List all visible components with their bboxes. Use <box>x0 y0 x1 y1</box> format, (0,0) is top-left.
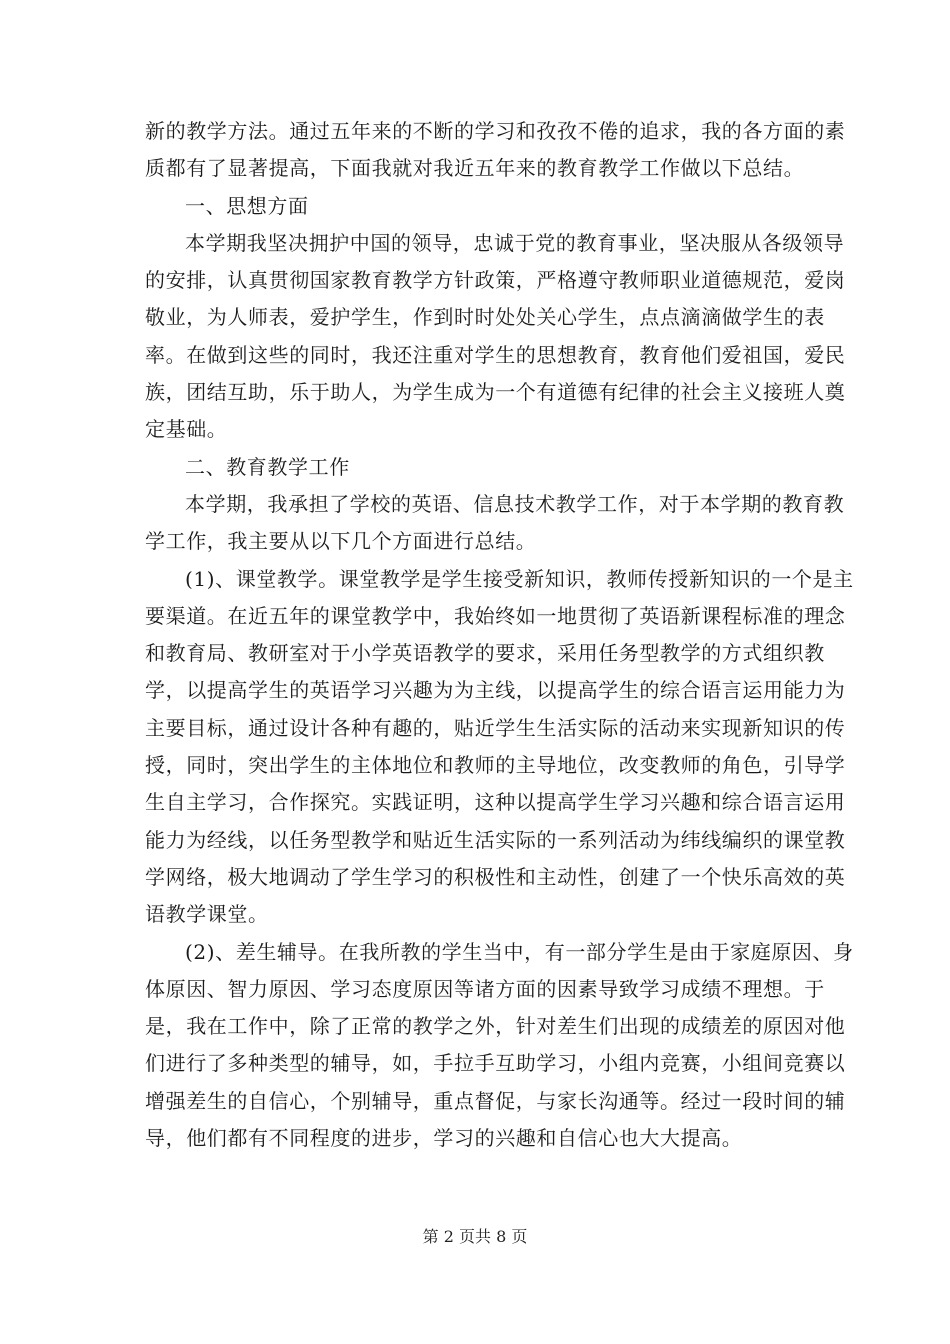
body-line: 学网络，极大地调动了学生学习的积极性和主动性，创建了一个快乐高效的英 <box>145 864 846 889</box>
body-line: 质都有了显著提高，下面我就对我近五年来的教育教学工作做以下总结。 <box>145 156 805 181</box>
body-line: 本学期我坚决拥护中国的领导，忠诚于党的教育事业，坚决服从各级领导 <box>185 230 845 255</box>
body-line: 导，他们都有不同程度的进步，学习的兴趣和自信心也大大提高。 <box>145 1126 743 1151</box>
body-line: 学工作，我主要从以下几个方面进行总结。 <box>145 529 537 554</box>
body-line: 要渠道。在近五年的课堂教学中，我始终如一地贯彻了英语新课程标准的理念 <box>145 603 846 628</box>
body-line: 增强差生的自信心，个别辅导，重点督促，与家长沟通等。经过一段时间的辅 <box>145 1088 846 1113</box>
section-heading-thought: 一、思想方面 <box>185 193 309 218</box>
body-line: 的安排，认真贯彻国家教育教学方针政策，严格遵守教师职业道德规范，爱岗 <box>145 268 846 293</box>
body-line: (1)、课堂教学。课堂教学是学生接受新知识，教师传授新知识的一个是主 <box>185 566 854 591</box>
body-line: 学，以提高学生的英语学习兴趣为为主线，以提高学生的综合语言运用能力为 <box>145 678 846 703</box>
body-line: 率。在做到这些的同时，我还注重对学生的思想教育，教育他们爱祖国，爱民 <box>145 342 846 367</box>
body-line: 敬业，为人师表，爱护学生，作到时时处处关心学生，点点滴滴做学生的表 <box>145 305 825 330</box>
body-line: 主要目标，通过设计各种有趣的，贴近学生生活实际的活动来实现新知识的传 <box>145 715 846 740</box>
body-line: 和教育局、教研室对于小学英语教学的要求，采用任务型教学的方式组织教 <box>145 641 825 666</box>
page-number-footer: 第 2 页共 8 页 <box>422 1227 528 1246</box>
body-line: 族，团结互助，乐于助人，为学生成为一个有道德有纪律的社会主义接班人奠 <box>145 380 846 405</box>
body-line: 体原因、智力原因、学习态度原因等诸方面的因素导致学习成绩不理想。于 <box>145 976 825 1001</box>
section-heading-teaching: 二、教育教学工作 <box>185 454 350 479</box>
body-line: 授，同时，突出学生的主体地位和教师的主导地位，改变教师的角色，引导学 <box>145 753 846 778</box>
body-line: 能力为经线，以任务型教学和贴近生活实际的一系列活动为纬线编织的课堂教 <box>145 827 846 852</box>
body-line: 新的教学方法。通过五年来的不断的学习和孜孜不倦的追求，我的各方面的素 <box>145 119 846 143</box>
body-line: 语教学课堂。 <box>145 902 269 927</box>
body-line: 定基础。 <box>145 417 228 442</box>
body-line: 是，我在工作中，除了正常的教学之外，针对差生们出现的成绩差的原因对他 <box>145 1014 846 1039</box>
body-line: 生自主学习，合作探究。实践证明，这种以提高学生学习兴趣和综合语言运用 <box>145 790 846 815</box>
body-line: 们进行了多种类型的辅导，如，手拉手互助学习，小组内竞赛，小组间竞赛以 <box>145 1051 846 1076</box>
document-body <box>145 113 854 1157</box>
body-line: (2)、差生辅导。在我所教的学生当中，有一部分学生是由于家庭原因、身 <box>185 939 854 964</box>
body-line: 本学期，我承担了学校的英语、信息技术教学工作，对于本学期的教育教 <box>185 491 845 516</box>
